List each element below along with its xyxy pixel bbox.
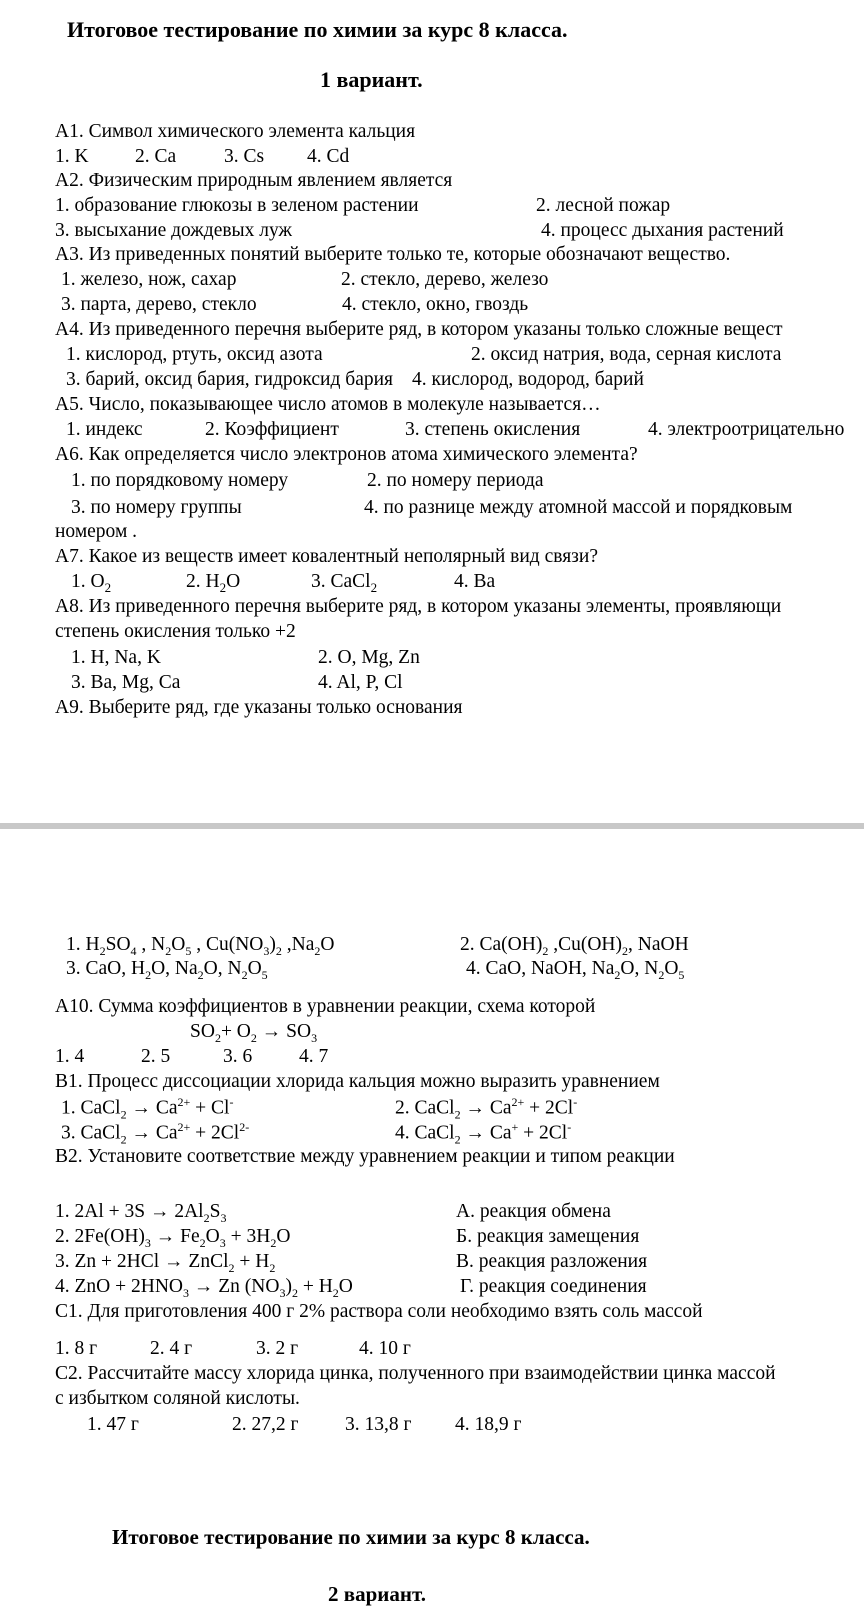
formula-text: O — [338, 1276, 353, 1297]
option: 4. Al, P, Cl — [318, 672, 403, 693]
index-subscript: 2 — [454, 1132, 461, 1147]
b2-type-2: Б. реакция замещения — [456, 1226, 640, 1247]
option: 2. стекло, дерево, железо — [341, 269, 549, 290]
charge-superscript: 2- — [239, 1120, 250, 1134]
formula-text: → Ca — [460, 1097, 512, 1119]
option: 4. электроотрицательно — [648, 419, 845, 440]
b2-type-1: А. реакция обмена — [456, 1201, 611, 1222]
option: 1. 8 г — [55, 1338, 98, 1359]
b2-type-3: В. реакция разложения — [456, 1251, 648, 1272]
question-a2: А2. Физическим природным явлением является — [55, 170, 453, 191]
reaction-scheme — [190, 1021, 317, 1045]
formula-text: + Cl — [190, 1097, 230, 1119]
question-a3: А3. Из приведенных понятий выберите только те, которые обозначают вещество. — [55, 244, 731, 265]
formula-text: → Zn (NO — [189, 1276, 280, 1297]
b2-reaction-4 — [55, 1276, 353, 1300]
option: 1. по порядковому номеру — [71, 470, 289, 491]
option: 2. 27,2 г — [232, 1414, 299, 1435]
question-a10: А10. Сумма коэффициентов в уравнении реакции, схема которой — [55, 996, 596, 1017]
formula-text: , NaOH — [628, 934, 689, 955]
index-subscript: 2 — [658, 967, 665, 982]
b2-reaction-1 — [55, 1201, 226, 1225]
index-subscript: 2 — [99, 943, 106, 958]
b1-option-4 — [395, 1121, 571, 1147]
formula-text: → Ca — [460, 1122, 512, 1144]
formula-text: O — [171, 934, 186, 955]
charge-superscript: 2+ — [177, 1095, 191, 1109]
formula-text: → Ca — [126, 1097, 178, 1119]
formula-text: 2. 2Fe(OH) — [55, 1226, 145, 1247]
option: 3. 13,8 г — [345, 1414, 412, 1435]
index-subscript: 2 — [542, 943, 549, 958]
a9-option-1 — [66, 934, 334, 958]
formula-text: + O — [220, 1021, 251, 1042]
formula-text: ,Cu(OH) — [548, 934, 622, 955]
option: 1. $O_2$ — [71, 571, 112, 595]
formula-text: O — [664, 958, 679, 979]
option: 4. стекло, окно, гвоздь — [342, 294, 529, 315]
index-subscript: 3 — [311, 1030, 318, 1045]
question-a1: А1. Символ химического элемента кальция — [55, 121, 416, 142]
formula-text: + H — [234, 1251, 270, 1272]
formula-text: O — [247, 958, 262, 979]
index-subscript: 2 — [275, 943, 282, 958]
index-subscript: 5 — [185, 943, 192, 958]
index-subscript: 3 — [263, 943, 270, 958]
option: 1. 47 г — [87, 1414, 139, 1435]
option: 3. парта, дерево, стекло — [61, 294, 257, 315]
option: 1. 4 — [55, 1046, 85, 1067]
b1-option-2 — [395, 1096, 577, 1122]
formula-text: O, Na — [151, 958, 198, 979]
question-b1: В1. Процесс диссоциации хлорида кальция можно выразить уравнением — [55, 1071, 660, 1092]
option: 4. Ba — [454, 571, 496, 592]
charge-superscript: - — [567, 1120, 572, 1134]
formula-text: → Fe — [150, 1226, 200, 1247]
formula-text: 1. CaCl — [61, 1097, 121, 1119]
option: 4. процесс дыхания растений — [541, 220, 784, 241]
formula-text: O — [320, 934, 335, 955]
option: 3. 6 — [223, 1046, 253, 1067]
option: 4. кислород, водород, барий — [412, 369, 644, 390]
formula-text: ,Na — [281, 934, 315, 955]
question-a8-continued: степень окисления только +2 — [55, 621, 296, 642]
b2-reaction-2 — [55, 1226, 290, 1250]
index-subscript: 3 — [220, 1210, 227, 1225]
page-title-2: Итоговое тестирование по химии за курс 8 класса. — [112, 1525, 590, 1549]
option: 2. Ca — [135, 146, 177, 167]
formula-text: + 2Cl — [190, 1122, 240, 1144]
option: 2. O, Mg, Zn — [318, 647, 420, 668]
charge-superscript: - — [573, 1095, 578, 1109]
index-subscript: 2 — [203, 1210, 210, 1225]
index-subscript: 5 — [261, 967, 268, 982]
index-subscript: 2 — [199, 1235, 206, 1250]
formula-text: SO — [190, 1021, 215, 1042]
question-c2: С2. Рассчитайте массу хлорида цинка, полученного при взаимодействии цинка массой — [55, 1363, 776, 1384]
index-subscript: 2 — [120, 1107, 127, 1122]
question-a5: А5. Число, показывающее число атомов в молекуле называется… — [55, 394, 601, 415]
option: 3. 2 г — [256, 1338, 299, 1359]
option: 2. $H_2O$ — [186, 571, 241, 595]
option: 4. 10 г — [359, 1338, 411, 1359]
question-a8: А8. Из приведенного перечня выберите ряд, в котором указаны элементы, проявляющи — [55, 596, 782, 617]
option: 3. CaCl$_2$ — [311, 571, 378, 595]
charge-superscript: + — [511, 1120, 519, 1134]
charge-superscript: 2+ — [511, 1095, 525, 1109]
b2-type-4: Г. реакция соединения — [460, 1276, 647, 1297]
formula-text: 4. ZnO + 2HNO — [55, 1276, 183, 1297]
formula-text: ) — [269, 934, 276, 955]
variant-label: 1 вариант. — [320, 67, 423, 92]
formula-text: 3. CaO, H — [66, 958, 146, 979]
option: 1. K — [55, 146, 89, 167]
option: 3. барий, оксид бария, гидроксид бария — [66, 369, 394, 390]
question-c1: С1. Для приготовления 400 г 2% раствора соли необходимо взять соль массой — [55, 1301, 703, 1322]
question-a7: А7. Какое из веществ имеет ковалентный неполярный вид связи? — [55, 546, 598, 567]
formula-text: 3. Zn + 2HCl → ZnCl — [55, 1251, 229, 1272]
option: 1. образование глюкозы в зеленом растении — [55, 195, 419, 216]
index-subscript: 3 — [183, 1285, 189, 1300]
a9-option-3 — [66, 958, 268, 982]
option: 3. высыхание дождевых луж — [55, 220, 292, 241]
question-a9: А9. Выберите ряд, где указаны только основания — [55, 697, 463, 718]
page-divider — [0, 823, 864, 829]
index-subscript: 2 — [614, 967, 621, 982]
option: 2. оксид натрия, вода, серная кислота — [471, 344, 782, 365]
formula-text: O, N — [620, 958, 659, 979]
variant-label-2: 2 вариант. — [328, 1582, 426, 1606]
formula-text: 2. Ca(OH) — [460, 934, 543, 955]
a9-option-4 — [466, 958, 684, 982]
formula-text: , Cu(NO — [191, 934, 264, 955]
index-subscript: 3 — [279, 1285, 286, 1300]
index-subscript: 3 — [219, 1235, 226, 1250]
option: 3. Ba, Mg, Ca — [71, 672, 181, 693]
option: 2. 5 — [141, 1046, 171, 1067]
formula-text: 2. CaCl — [395, 1097, 455, 1119]
option: 2. лесной пожар — [536, 195, 671, 216]
option: 1. железо, нож, сахар — [61, 269, 237, 290]
formula-text: O — [205, 1226, 220, 1247]
formula-text: + 2Cl — [518, 1122, 568, 1144]
index-subscript: 2 — [622, 943, 628, 958]
index-subscript: 2 — [332, 1285, 339, 1300]
option: 4. Cd — [307, 146, 350, 167]
formula-text: 4. CaCl — [395, 1122, 455, 1144]
option: 2. Коэффициент — [205, 419, 339, 440]
b1-option-1 — [61, 1096, 233, 1122]
formula-text: , N — [136, 934, 166, 955]
formula-text: ) — [285, 1276, 292, 1297]
index-subscript: 2 — [228, 1260, 235, 1275]
formula-text: + 2Cl — [524, 1097, 574, 1119]
formula-text: 1. H — [66, 934, 100, 955]
index-subscript: 2 — [291, 1285, 298, 1300]
index-subscript: 2 — [120, 1132, 127, 1147]
index-subscript: 5 — [678, 967, 685, 982]
option: 2. 4 г — [150, 1338, 193, 1359]
option: 2. по номеру периода — [367, 470, 544, 491]
option: 1. H, Na, K — [71, 647, 161, 668]
b1-option-3 — [61, 1121, 249, 1147]
formula-text: → Ca — [126, 1122, 178, 1144]
formula-text: → SO — [256, 1021, 312, 1042]
formula-text: + H — [297, 1276, 333, 1297]
question-a6: А6. Как определяется число электронов атома химического элемента? — [55, 444, 638, 465]
option: 3. степень окисления — [405, 419, 581, 440]
formula-text: 3. CaCl — [61, 1122, 121, 1144]
index-subscript: 2 — [214, 1030, 221, 1045]
option-continued: номером . — [55, 521, 138, 542]
formula-text: O, N — [203, 958, 242, 979]
formula-text: 1. 2Al + 3S → 2Al — [55, 1201, 204, 1222]
option: 3. по номеру группы — [71, 497, 242, 518]
charge-superscript: 2+ — [177, 1120, 191, 1134]
index-subscript: 2 — [197, 967, 204, 982]
index-subscript: 3 — [144, 1235, 151, 1250]
index-subscript: 2 — [165, 943, 172, 958]
option: 3. Cs — [224, 146, 265, 167]
question-c2-continued: с избытком соляной кислоты. — [55, 1388, 300, 1409]
option: 1. кислород, ртуть, оксид азота — [66, 344, 323, 365]
b2-reaction-3 — [55, 1251, 275, 1275]
formula-text: SO — [105, 934, 131, 955]
formula-text: + 3H — [225, 1226, 271, 1247]
index-subscript: 2 — [250, 1030, 257, 1045]
index-subscript: 4 — [130, 943, 137, 958]
index-subscript: 2 — [241, 967, 248, 982]
page-title: Итоговое тестирование по химии за курс 8 класса. — [67, 17, 568, 42]
formula-text: 4. CaO, NaOH, Na — [466, 958, 615, 979]
formula-text: O — [276, 1226, 291, 1247]
index-subscript: 2 — [270, 1235, 277, 1250]
charge-superscript: - — [229, 1095, 234, 1109]
formula-text: S — [209, 1201, 221, 1222]
index-subscript: 2 — [145, 967, 152, 982]
index-subscript: 2 — [269, 1260, 276, 1275]
index-subscript: 2 — [314, 943, 321, 958]
option: 4. 18,9 г — [455, 1414, 522, 1435]
option: 4. по разнице между атомной массой и порядковым — [364, 497, 793, 518]
option: 1. индекс — [66, 419, 143, 440]
index-subscript: 2 — [454, 1107, 461, 1122]
option: 4. 7 — [299, 1046, 329, 1067]
question-a4: А4. Из приведенного перечня выберите ряд, в котором указаны только сложные вещест — [55, 319, 783, 340]
a9-option-2 — [460, 934, 689, 958]
question-b2: В2. Установите соответствие между уравнением реакции и типом реакции — [55, 1146, 675, 1167]
